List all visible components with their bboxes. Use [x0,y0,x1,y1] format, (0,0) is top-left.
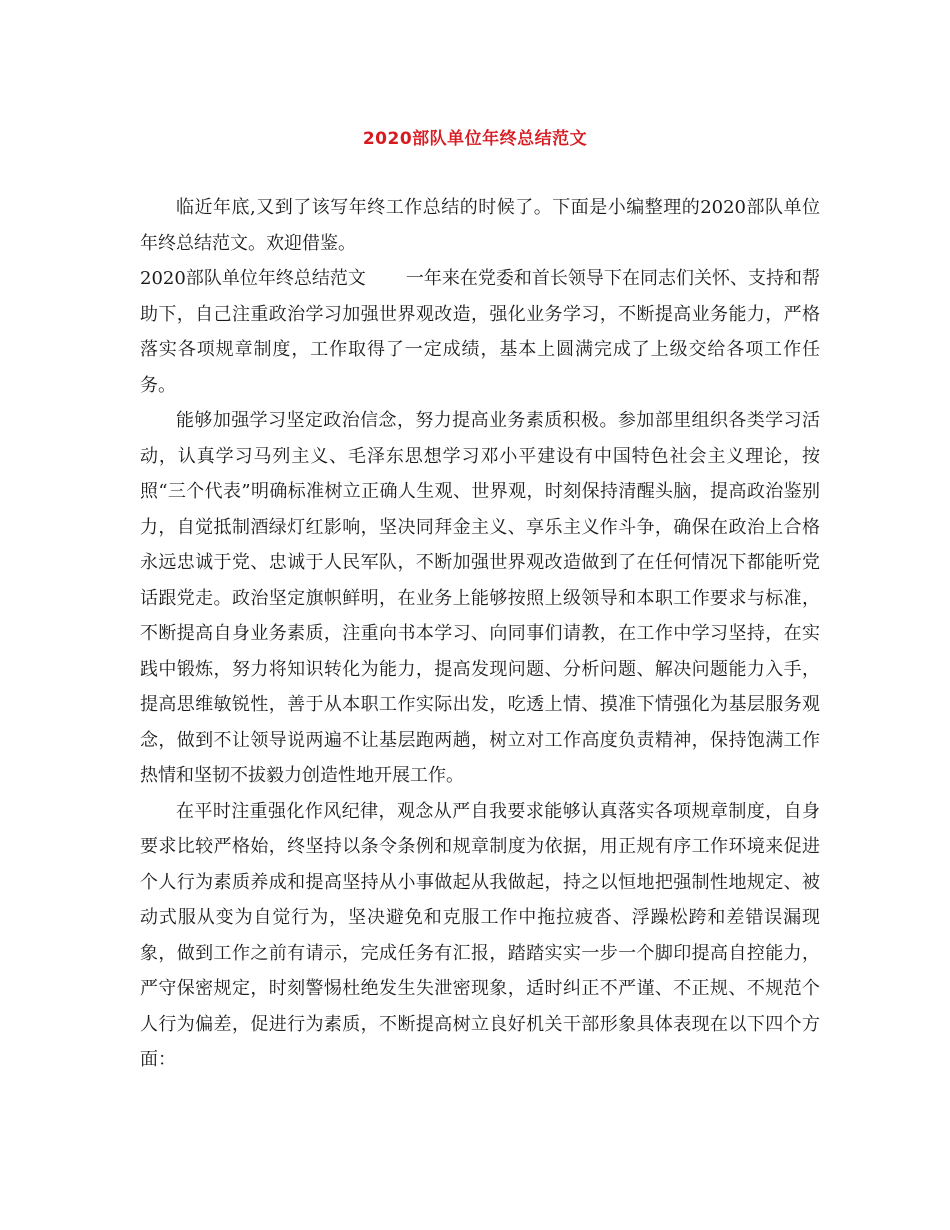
first-paragraph-text: 一年来在党委和首长领导下在同志们关怀、支持和帮助下，自己注重政治学习加强世界观改造，强化业务学习，不断提高业务能力，严格落实各项规章制度，工作取得了一定成绩，基本上圆满完成了上级交给各项工作任务。 [140,268,820,396]
document-title: 2020部队单位年终总结范文 [362,129,588,149]
second-paragraph: 能够加强学习坚定政治信念，努力提高业务素质积极。参加部里组织各类学习活动，认真学习马列主义、毛泽东思想学习邓小平建设有中国特色社会主义理论，按照“三个代表”明确标准树立正确人生观、世界观，时刻保持清醒头脑，提高政治鉴别力，自觉抵制酒绿灯红影响，坚决同拜金主义、享乐主义作斗争，确保在政治上合格永远忠诚于党、忠诚于人民军队，不断加强世界观改造做到了在任何情况下都能听党话跟党走。政治坚定旗帜鲜明，在业务上能够按照上级领导和本职工作要求与标准，不断提高自身业务素质，注重向书本学习、向同事们请教，在工作中学习坚持，在实践中锻炼，努力将知识转化为能力，提高发现问题、分析问题、解决问题能力入手，提高思维敏锐性，善于从本职工作实际出发，吃透上情、摸准下情强化为基层服务观念，做到不让领导说两遍不让基层跑两趟，树立对工作高度负责精神，保持饱满工作热情和坚韧不拔毅力创造性地开展工作。 [140,410,820,786]
first-paragraph [140,261,820,403]
document-body [140,190,820,1078]
intro-paragraph: 临近年底,又到了该写年终工作总结的时候了。下面是小编整理的2020部队单位年终总结范文。欢迎借鉴。 [140,197,820,254]
third-paragraph: 在平时注重强化作风纪律，观念从严自我要求能够认真落实各项规章制度，自身要求比较严格始，终坚持以条令条例和规章制度为依据，用正规有序工作环境来促进个人行为素质养成和提高坚持从小事做起从我做起，持之以恒地把强制性地规定、被动式服从变为自觉行为，坚决避免和克服工作中拖拉疲沓、浮躁松跨和差错误漏现象，做到工作之前有请示，完成任务有汇报，踏踏实实一步一个脚印提高自控能力，严守保密规定，时刻警惕杜绝发生失泄密现象，适时纠正不严谨、不正规、不规范个人行为偏差，促进行为素质，不断提高树立良好机关干部形象具体表现在以下四个方面： [140,800,820,1070]
inline-subtitle: 2020部队单位年终总结范文 [140,268,366,289]
